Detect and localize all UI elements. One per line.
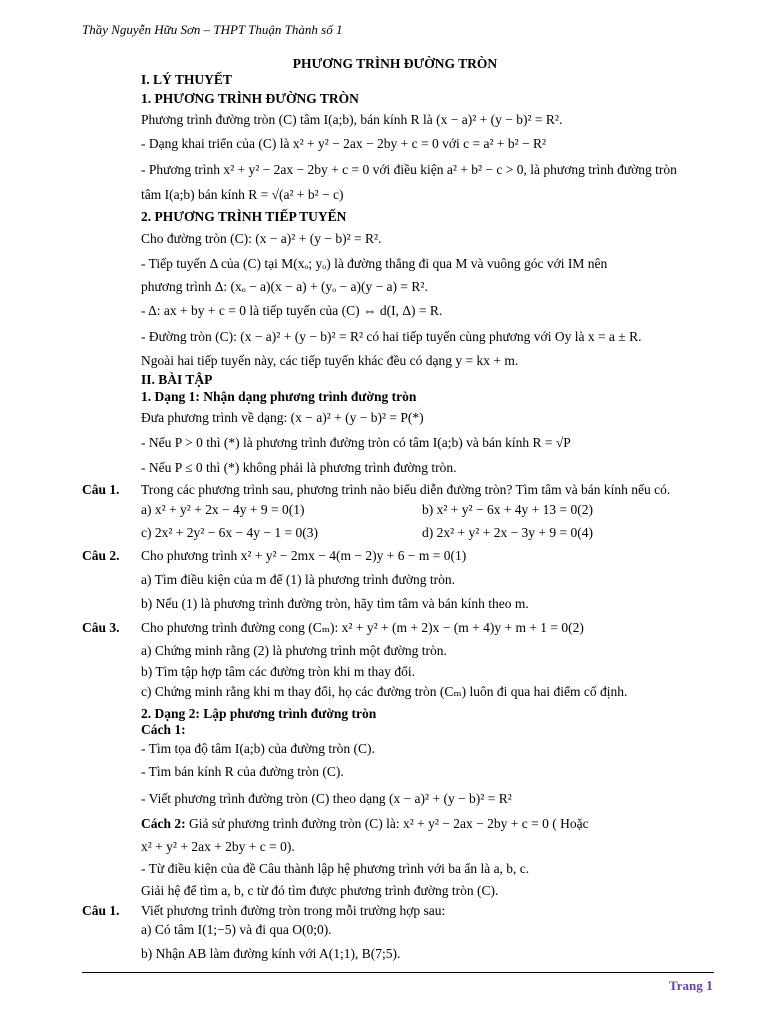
page-header: Thầy Nguyễn Hữu Sơn – THPT Thuận Thành số 1 [82, 22, 343, 37]
paragraph-line: x² + y² + 2ax + 2by + c = 0). [141, 839, 295, 854]
paragraph-line: phương trình Δ: (xₒ − a)(x − a) + (yₒ − a)(y − a) = R². [141, 279, 428, 294]
paragraph-line: - Tìm bán kính R của đường tròn (C). [141, 764, 344, 779]
paragraph-line: - Từ điều kiện của đề Câu thành lập hệ phương trình với ba ẩn là a, b, c. [141, 861, 530, 876]
method-1-label: Cách 1: [141, 722, 186, 737]
question-label: Câu 1. [82, 482, 120, 497]
subheading-type-1: 1. Dạng 1: Nhận dạng phương trình đường tròn [141, 389, 417, 404]
section-heading-theory: I. LÝ THUYẾT [141, 72, 232, 87]
paragraph-line: Phương trình đường tròn (C) tâm I(a;b), bán kính R là (x − a)² + (y − b)² = R². [141, 112, 563, 127]
paragraph-line [141, 817, 589, 831]
paragraph-line: - Nếu P ≤ 0 thì (*) không phải là phương trình đường tròn. [141, 460, 457, 475]
question-part: b) Nhận AB làm đường kính với A(1;1), B(7;5). [141, 946, 401, 961]
question-part: b) Tìm tập hợp tâm các đường tròn khi m thay đổi. [141, 664, 416, 679]
subheading-tangent-equation: 2. PHƯƠNG TRÌNH TIẾP TUYẾN [141, 209, 347, 224]
question-text: Cho phương trình x² + y² − 2mx − 4(m − 2)y + 6 − m = 0(1) [141, 548, 467, 563]
paragraph-line: Ngoài hai tiếp tuyến này, các tiếp tuyến khác đều có dạng y = kx + m. [141, 353, 519, 368]
question-label: Câu 3. [82, 620, 120, 635]
question-text: Cho phương trình đường cong (Cₘ): x² + y² + (m + 2)x − (m + 4)y + m + 1 = 0(2) [141, 620, 584, 635]
paragraph-line: tâm I(a;b) bán kính R = √(a² + b² − c) [141, 187, 344, 202]
paragraph-line: - Tìm tọa độ tâm I(a;b) của đường tròn (C). [141, 741, 375, 756]
paragraph-line: - Δ: ax + by + c = 0 là tiếp tuyến của (C) ⇔ d(I, Δ) = R. [141, 303, 443, 318]
paragraph-line: Giải hệ để tìm a, b, c từ đó tìm được phương trình đường tròn (C). [141, 883, 499, 898]
question-text: Viết phương trình đường tròn trong mỗi trường hợp sau: [141, 903, 446, 918]
question-text: Trong các phương trình sau, phương trình nào biểu diễn đường tròn? Tìm tâm và bán kính nếu có. [141, 482, 671, 497]
subheading-type-2: 2. Dạng 2: Lập phương trình đường tròn [141, 706, 377, 721]
question-part: b) Nếu (1) là phương trình đường tròn, hãy tìm tâm và bán kính theo m. [141, 596, 529, 611]
footer-divider [82, 972, 714, 973]
method-2-text: Giả sử phương trình đường tròn (C) là: x² + y² − 2ax − 2by + c = 0 ( Hoặc [189, 816, 589, 831]
question-part: a) Chứng minh rằng (2) là phương trình một đường tròn. [141, 643, 447, 658]
footer-page-label: Trang [669, 978, 703, 993]
paragraph-line: - Đường tròn (C): (x − a)² + (y − b)² = R² có hai tiếp tuyến cùng phương với Oy là x = a ± R. [141, 329, 642, 344]
page-title: PHƯƠNG TRÌNH ĐƯỜNG TRÒN [292, 56, 498, 71]
question-option: d) 2x² + y² + 2x − 3y + 9 = 0(4) [422, 525, 594, 540]
subheading-circle-equation: 1. PHƯƠNG TRÌNH ĐƯỜNG TRÒN [141, 91, 359, 106]
question-part: a) Có tâm I(1;−5) và đi qua O(0;0). [141, 922, 332, 937]
paragraph-line: - Nếu P > 0 thì (*) là phương trình đường tròn có tâm I(a;b) và bán kính R = √P [141, 435, 571, 450]
footer-page-number: 1 [705, 979, 713, 994]
paragraph-line: - Tiếp tuyến Δ của (C) tại M(xₒ; yₒ) là đường thẳng đi qua M và vuông góc với IM nên [141, 256, 608, 271]
paragraph-line: Đưa phương trình về dạng: (x − a)² + (y − b)² = P(*) [141, 410, 424, 425]
page-footer [669, 978, 713, 995]
paragraph-line: - Phương trình x² + y² − 2ax − 2by + c = 0 với điều kiện a² + b² − c > 0, là phương trình đường tròn [141, 162, 677, 177]
question-label: Câu 2. [82, 548, 120, 563]
paragraph-line: Cho đường tròn (C): (x − a)² + (y − b)² = R². [141, 231, 382, 246]
section-heading-exercises: II. BÀI TẬP [141, 372, 213, 387]
method-2-label: Cách 2: [141, 816, 186, 831]
question-part: c) Chứng minh rằng khi m thay đổi, họ các đường tròn (Cₘ) luôn đi qua hai điểm cố định. [141, 684, 628, 699]
question-option: a) x² + y² + 2x − 4y + 9 = 0(1) [141, 502, 305, 517]
question-label: Câu 1. [82, 903, 120, 918]
question-part: a) Tìm điều kiện của m để (1) là phương trình đường tròn. [141, 572, 455, 587]
paragraph-line: - Viết phương trình đường tròn (C) theo dạng (x − a)² + (y − b)² = R² [141, 791, 512, 806]
paragraph-line: - Dạng khai triển của (C) là x² + y² − 2ax − 2by + c = 0 với c = a² + b² − R² [141, 136, 547, 151]
question-option: c) 2x² + 2y² − 6x − 4y − 1 = 0(3) [141, 525, 319, 540]
question-option: b) x² + y² − 6x + 4y + 13 = 0(2) [422, 502, 594, 517]
